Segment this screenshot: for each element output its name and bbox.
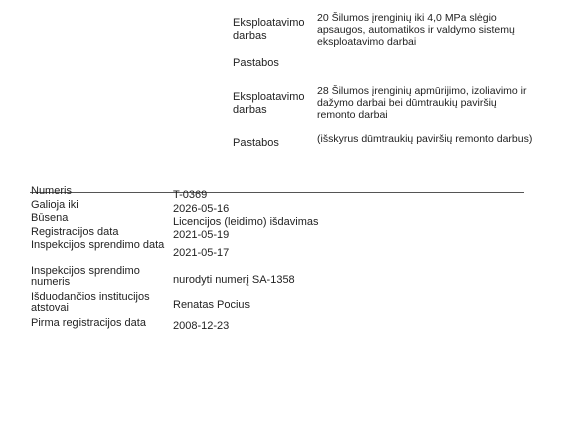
registracijos-label: Registracijos data [31,226,119,238]
numeris-value: T-0369 [173,189,208,201]
insp-numeris-value: nurodyti numerį SA-1358 [173,274,295,286]
activity-2-label: Eksploatavimo darbas [233,91,305,116]
numeris-label: Numeris [31,185,72,197]
registracijos-value: 2021-05-19 [173,229,230,241]
activity-2-note-label: Pastabos [233,137,279,149]
pirma-value: 2008-12-23 [173,320,230,332]
atstovai-value: Renatas Pocius [173,299,251,311]
activity-2-note-text: (išskyrus dūmtraukių paviršių remonto darbus) [317,133,533,145]
busena-label: Būsena [31,212,69,224]
galioja-value: 2026-05-16 [173,203,230,215]
activity-1-note-label: Pastabos [233,57,279,69]
insp-numeris-label: Inspekcijos sprendimo numeris [31,265,140,288]
atstovai-label: Išduodančios institucijos atstovai [31,291,150,314]
insp-data-value: 2021-05-17 [173,247,230,259]
activity-1-text: 20 Šilumos įrenginių iki 4,0 MPa slėgio apsaugos, automatikos ir valdymo sistemų eksploatavimo darbai [317,12,515,48]
insp-data-label: Inspekcijos sprendimo data [31,239,165,251]
busena-value: Licencijos (leidimo) išdavimas [173,216,319,228]
activity-1-label: Eksploatavimo darbas [233,17,305,42]
activity-2-text: 28 Šilumos įrenginių apmūrijimo, izoliavimo ir dažymo darbai bei dūmtraukių paviršių remonto darbai [317,85,527,121]
galioja-label: Galioja iki [31,199,79,211]
pirma-label: Pirma registracijos data [31,317,146,329]
